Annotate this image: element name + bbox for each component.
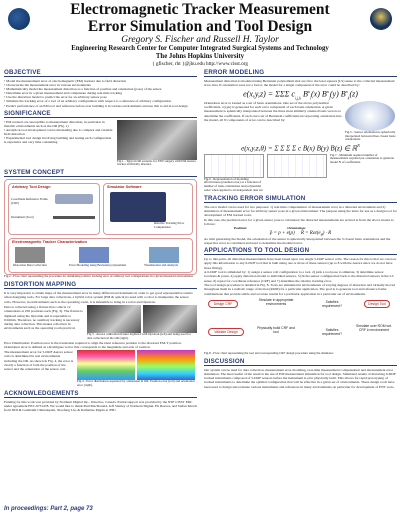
em-characterization-box — [8, 238, 193, 273]
discussion-text: Our system can be used for data collection, measurement error modeling, real-time measurement compensation and measurement error simulation. The most useful of the result is the use of EM measurement simulation for tool design. Simulated results of distorting 6-DOF tracked instruments composed of 5-DOF sensors before the instrument is ever physically built. This allows for rapid prototyping of tracked instruments to determine the optimal configuration that will be effective in a given set of environments. These design tools have been used to design and evaluate various instruments and references in many environments, in particular for development of ENT tools. — [204, 367, 396, 389]
acknowledgements-text: Funding for this work was provided by Northern Digital Inc., Waterloo, Canada. Partial support was provided by the NSF CISST ERC under agreement EEC-9731478. We would like to thank Paul MacDonald, Jeff Stanley of Northern Digital, Eli Reeves, and Stefan Kirsch from NDI & Gouthami Chintalapani, Xiaofeng Liu, & Katherine Pippin at JHU. — [4, 399, 197, 413]
simulator-screenshot — [110, 192, 166, 222]
visualization-label: Visualization and Analysis — [144, 263, 178, 268]
tracking-text3: As with generating the model, the orientation of the sensor is spherically interpolated between the 3 closest basis orientations and the respective error as calculated and used to determine the modeled error. — [204, 236, 391, 245]
simulator-label: Simulator Software — [107, 185, 142, 190]
fig6-caption: Fig.6 - Representation of modeling effectiveness (residual error) as a function of number of basis orientations and polynomial order when applied to an independent data set. — [204, 176, 264, 192]
tool-design-flowchart — [204, 298, 397, 352]
left-column — [4, 67, 197, 413]
applications-heading: APPLICATIONS TO TOOL DESIGN — [204, 247, 397, 255]
tracking-text2: In this case, the predicted error for a given sensor pose is calculated; the distorted measurements are arrived at from the above model as follows: — [204, 217, 394, 226]
significance-item: • Analytical tool development can be misleading due to complex and variable field distortion — [4, 127, 113, 136]
satisfies-req2-node: Satisfies requirement? — [322, 327, 342, 336]
system-concept-diagram — [4, 179, 197, 275]
objective-item: • Model the measurement error of electromagnetic (EM) trackers due to field distortion — [4, 79, 127, 83]
position-label: Position: — [234, 226, 248, 231]
objective-item: • Simulate the tracking error of a tool of an arbitrary configuration with respect to a reference of arbitrary configuration — [4, 99, 172, 104]
significance-heading: SIGNIFICANCE — [4, 110, 197, 118]
poster-title-line1: Electromagnetic Tracker Measurement — [70, 1, 330, 18]
objective-item: • Predict performance of an EM tool and reference before ever building it in various environments and use this to aid in tool design — [4, 103, 188, 108]
error-model-plot — [79, 247, 109, 263]
error-modeling-text2: Orientation error is treated as a set of basis orientations. One set of the above polynomial coefficients, c(i,j,k) is generated for each error component of each basis orientation. A given measurement is spherically interpolated between the three most similarly oriented basis vectors to determine the coefficients. If each one's set of Bernstein coefficients incorporating orientation into the model, all N components of error can be described by: — [204, 100, 342, 123]
proceedings-footer: In proceedings: Part 2, page 73 — [4, 506, 93, 512]
objective-item: • Mathematically model the measurement distortion as a function of position and orientation (pose) of the sensor — [4, 87, 162, 92]
em-characterization-label: Electromagnetic Tracker Characterization — [12, 240, 87, 245]
poster-title-line2: Error Simulation and Tool Design — [87, 18, 313, 35]
orientation-error-plot — [137, 350, 195, 380]
crf-label: Coordinate Reference Frame (CRF) — [11, 197, 48, 206]
jhu-seal-icon — [370, 8, 392, 30]
position-error-plot — [77, 350, 135, 380]
objective-item: • Determine error in a given measurement and compensate during real-time tracking — [4, 91, 122, 96]
error-modeling-heading: ERROR MODELING — [204, 69, 397, 77]
tracking-text: The error model can be used for two purposes: 1) real-time compensation of measurement error in a distorted environment and 2) simulation of measurement error for arbitrary sensor pose in a given environment. The purpose using the latter for use as a design tool for development of EM tracked tools. — [204, 204, 397, 218]
fig7-caption: Fig.7 - Minimum required number of measurements required per orientation to generate model N of coefficients. — [330, 152, 394, 165]
error-modeling-label: Error Modeling using Bernstein polynomials — [69, 263, 127, 268]
distortion-text2: Data is collected using a fixture that collects 12 orientations at 256 positions each (Fig. 3). The fixture is digitized using the Optotrak and is repeatable to 0.02mm. Therefore, no auxiliary tracking is necessary during data collection. This makes collection in environments such as the operating room practical. — [4, 304, 83, 331]
fig1-caption: Fig.1 - Typical OR scenario for ENT surgery with EM Aurora tracker artificially inserted. — [117, 158, 196, 167]
fig8-caption: Fig.8 - Flow chart representing the tool and corresponding CRF design procedure using the simulator. — [204, 350, 334, 355]
orientation-label: Orientation: — [287, 226, 306, 231]
fig4-caption: Fig.4 - Error distribution separated by orientation in OR. Position error (left) and orientation error (right). — [77, 379, 195, 387]
relative-tracking-label: Relative Tracking Error Computation — [154, 221, 185, 230]
crf-shape — [55, 194, 93, 204]
design-crf-node: Design CRF — [208, 300, 238, 308]
applications-text3: The tool design procedure is detailed in Fig. 8. Tools are simulated in environments of varying degrees of distortion and virtually moved throughout them in a realistic range of motion (ROM) for a particular application. The goal is to generate tool and reference frame combinations that provide stable and accurate results for a particular application in a particular set of environments. — [204, 282, 396, 296]
validate-design-node: Validate Design — [208, 328, 244, 336]
residual-error-plot — [204, 154, 264, 178]
measurement-count-plot — [267, 154, 327, 178]
right-column — [204, 67, 397, 389]
applications-text: Up to this point, all distortion measurements have been based upon raw single 5-DOF sensor coils. The reason for this is that we can now apply this information to any 6-DOF tool that is built using one or more of these sensors (up to 8 with the Aurora since we do not have more fitting). — [204, 257, 397, 270]
authors: Gregory S. Fischer and Russell H. Taylor — [121, 35, 279, 45]
error-modeling-text: Measurement distortion is modeled using Bernstein polynomials that are fit to the least squares (LS) sense to the collected measurement error data. If orientation were not a factor, the model for a single component of the error could be described by: — [204, 79, 395, 88]
contact-emails: { gfischer, rht }@jhu.edu http://www.cisst.org — [152, 61, 248, 67]
tracking-sim-heading: TRACKING ERROR SIMULATION — [204, 195, 397, 203]
instrument-shape — [53, 216, 95, 219]
significance-item: • Experimental tool design involving building and testing each configuration is expensive and very time consuming — [4, 136, 112, 145]
significance-list — [4, 120, 114, 168]
visualization-plot — [149, 247, 179, 263]
distortion-data-label: Distortion Data Collection — [13, 263, 47, 268]
distortion-equation: p̂ = p + e(p) R̂ = $Rot(e_\theta) \cdot R$ — [269, 230, 332, 237]
arbitrary-tool-label: Arbitrary Tool Design — [12, 185, 51, 190]
distortion-text3: Error Distribution: Position error is the translation required to align the ideal reference position to the distorted EM-Y position. Orientation error is defined as a Rodrigues vector that corresponds to the magnitude and axis of rotation. — [4, 340, 182, 349]
physically-build-node: Physically build CRF and tool — [257, 325, 295, 334]
fixture-digitized-photo — [87, 305, 141, 333]
distortion-text: It is very important to obtain maps of the measurement error in many different environments in order to get good representative results when designing tools. For large data collections, a hybrid robot system (EM & optical) is used with a robot to manipulate the sensor coils. However, in environments such as the operating room, it is infeasible to bring in a robot and Optotrak. — [4, 291, 193, 304]
or-scenario-photo — [117, 120, 197, 160]
design-tool-node: Design Tool — [364, 300, 390, 308]
fig5-caption: Fig.5 - Sensor orientation is spherically interpolated between three closest basis orientations. — [345, 129, 396, 142]
applications-text2: A 6-DOF tool is simulated by: 1) assign a sensor coil configuration to a tool, 2) pick a tool pose to simulate, 3) determine sensor locations & poses, 4) apply distortion model to individual sensors, 5) fit the sensor configuration back to the distorted sensors in the LS sense, 6) repeat for coordinate reference (CRF) and 7) determine the relative tracking error. — [204, 270, 394, 283]
acknowledgements-heading: ACKNOWLEDGEMENTS — [4, 390, 197, 398]
satisfies-req-node: Satisfies requirement? — [322, 299, 342, 308]
orientation-equation: e(x,y,z,θ) = Σ Σ Σ Σ c B(x) B(y) B(z) ∈ ℝ$^N$ — [241, 143, 360, 153]
organization: Engineering Research Center for Computer Integrated Surgical Systems and Technology — [71, 45, 329, 52]
fig3-caption: Fig.3 - Aurora calibration fixture digitized with Optotrak (left) and being used for data collection in the OR (right). — [87, 331, 192, 340]
objective-item: • Use the distortion model to predict the error for an arbitrary sensor pose — [4, 95, 107, 100]
arbitrary-tool-box — [8, 183, 100, 235]
objective-list — [4, 79, 197, 108]
university: The Johns Hopkins University — [155, 53, 245, 60]
system-concept-heading: SYSTEM CONCEPT — [4, 169, 197, 177]
objective-item: • Characterize the measurement error in various environments — [4, 83, 91, 88]
fig2-caption: Fig.2 - Flow chart representing the procedure for simulating relative tracking error of arbitrary tool configurations in a given measured environment. — [4, 274, 194, 279]
simulate-env-node: Simulate in appropriate environments — [258, 297, 294, 306]
instrument-label: Instrument (Tool) — [11, 215, 34, 220]
fixture-photo — [15, 247, 45, 263]
objective-heading: OBJECTIVE — [4, 69, 197, 77]
discussion-heading: DISCUSSION — [204, 358, 397, 366]
simulate-rom-node: Simulate over ROM wrt. CRF in environment — [356, 323, 392, 332]
simulator-box — [103, 183, 193, 235]
significance-item: • EM trackers are susceptible to measurement distortion, in particular in metallic environments such as the OR (Fig. 1) — [4, 119, 105, 128]
distortion-mapping-heading: DISTORTION MAPPING — [4, 281, 197, 289]
cisst-logo-icon — [8, 8, 30, 30]
orientation-sphere-plot — [345, 101, 395, 131]
poster-header — [0, 0, 400, 67]
distortion-text4: The measurement error for 5-DOF Aurora sensor coils is determined in real environments including the OR. As shown in Fig. 4, the error is clearly a function of both the position of the sensor and the orientation of the sensor coil. — [4, 350, 74, 372]
bernstein-equation: e(x,y,z) = ΣΣΣ $c_{i,j,k}$ $B^n_i(x)$ $B^n_j(y)$ $B^n_k(z)$ — [243, 88, 358, 100]
fixture-or-photo — [143, 305, 197, 333]
